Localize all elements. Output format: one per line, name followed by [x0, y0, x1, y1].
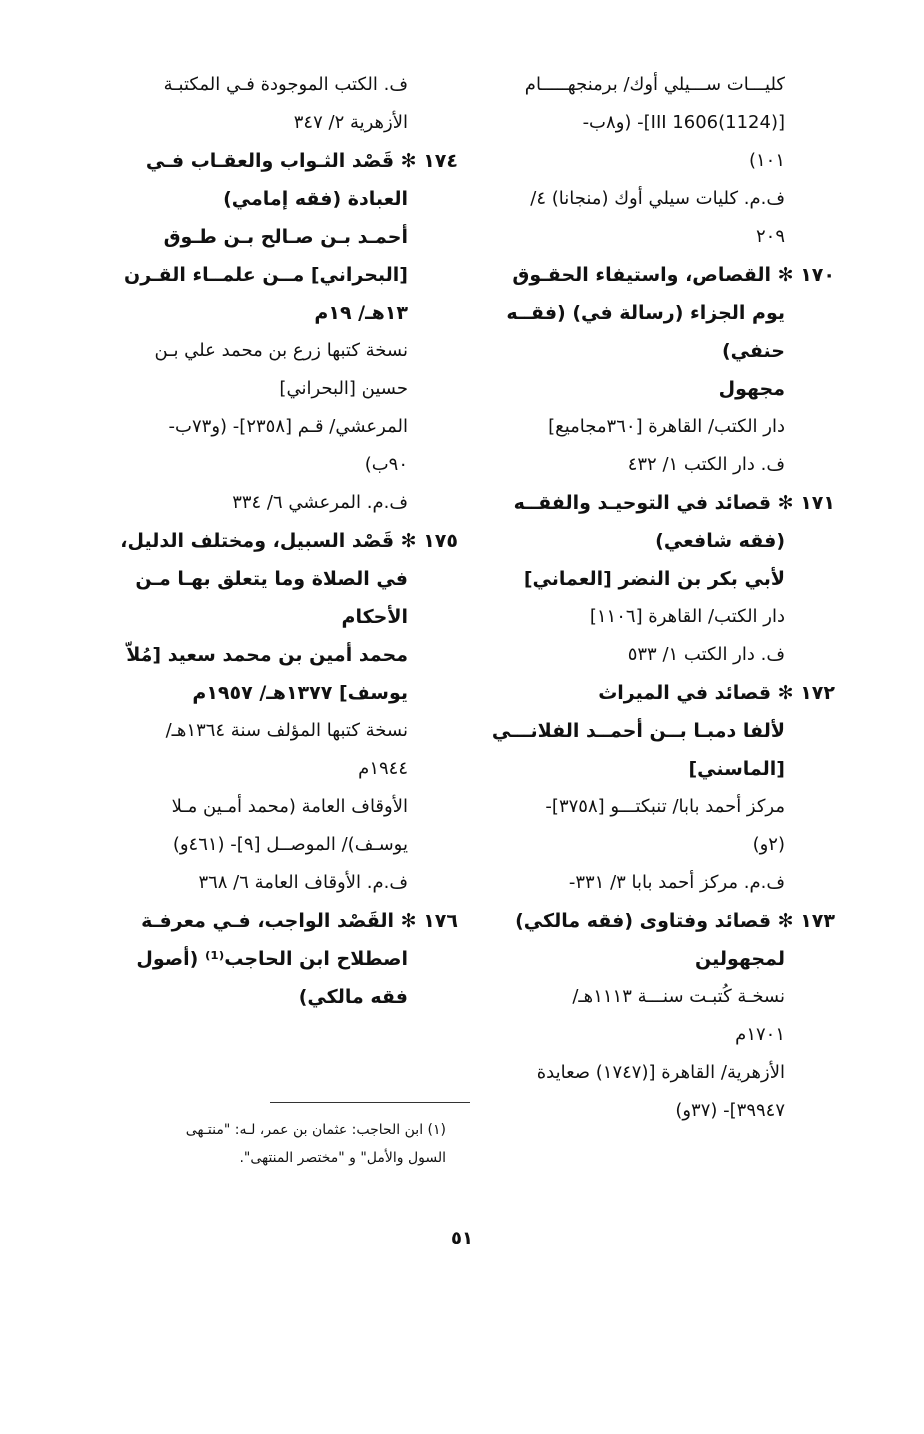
- right-column-line: ف.م. كليات سيلي أوك (منجانا) ٤/: [530, 188, 785, 209]
- right-column-line: ١٧٠ ✻ القصاص، واستيفاء الحقـوق: [512, 264, 835, 286]
- left-column-line: المرعشي/ قـم [٢٣٥٨]- (و٧٣ب-: [168, 416, 408, 437]
- left-column-line: العبادة (فقه إمامي): [223, 188, 408, 210]
- right-column-line: نسخـة كُتبـت سنـــة ١١١٣هـ/: [572, 986, 785, 1007]
- right-column-line: [الماسني]: [688, 758, 785, 780]
- left-column-line: في الصلاة وما يتعلق بهـا مـن: [135, 568, 408, 590]
- right-column-line: مركز أحمد بابا/ تنبكتـــو [٣٧٥٨]-: [545, 796, 785, 817]
- right-column-line: ف.م. مركز أحمد بابا ٣/ ٣٣١-: [568, 872, 785, 893]
- right-column-line: ف. دار الكتب ١/ ٥٣٣: [627, 644, 785, 665]
- left-column-line: ١٧٦ ✻ القَصْد الواجب، فـي معرفـة: [141, 910, 458, 932]
- right-column-line: كليـــات ســـيلي أوك/ برمنجهـــــام: [524, 74, 785, 95]
- left-column-line: ف. الكتب الموجودة فـي المكتبـة: [163, 74, 408, 95]
- right-column-line: ٣٩٩٤٧]- (٣٧و): [675, 1100, 785, 1121]
- footnote: [100, 1116, 446, 1172]
- right-column-line: لمجهولين: [694, 948, 785, 970]
- right-column-line: مجهول: [718, 378, 785, 400]
- right-column: [490, 66, 835, 1130]
- right-column-line: دار الكتب/ القاهرة [١١٠٦]: [589, 606, 785, 627]
- left-column-line: نسخة كتبها زرع بن محمد علي بـن: [154, 340, 408, 361]
- right-column-line: لألفا دمبـا بــن أحمــد الفلانـــي: [491, 720, 785, 742]
- left-column-line: ف.م. المرعشي ٦/ ٣٣٤: [232, 492, 408, 513]
- left-column-line: محمد أمين بن محمد سعيد [مُلاّ: [126, 644, 408, 666]
- footnote-line: (١) ابن الحاجب: عثمان بن عمر، لـه: "منتـهى: [185, 1122, 446, 1138]
- right-column-line: ١٧٣ ✻ قصائد وفتاوى (فقه مالكي): [515, 910, 835, 932]
- right-column-line: ١٠١): [748, 150, 785, 171]
- right-column-line: (فقه شافعي): [655, 530, 785, 552]
- right-column-line: لأبي بكر بن النضر [العماني]: [523, 568, 785, 590]
- left-column-line: يوسف] ١٣٧٧هـ/ ١٩٥٧م: [192, 682, 408, 704]
- left-column-line: ١٧٤ ✻ قَصْد الثـواب والعقـاب فـي: [145, 150, 458, 172]
- left-column-line: أحمـد بـن صـالح بـن طـوق: [163, 226, 408, 248]
- left-column-line: ١٩٤٤م: [358, 758, 408, 779]
- left-column-line: الأوقاف العامة (محمد أمـين مـلا: [171, 796, 408, 817]
- left-column-line: حسين [البحراني]: [279, 378, 408, 399]
- right-column-line: ١٧٢ ✻ قصائد في الميراث: [598, 682, 835, 704]
- right-column-line: ١٧١ ✻ قصائد في التوحيـد والفقــه: [513, 492, 835, 514]
- left-column-line: فقه مالكي): [298, 986, 408, 1008]
- left-column-line: [البحراني] مــن علمــاء القـرن: [123, 264, 408, 286]
- left-column-line: الأزهرية ٢/ ٣٤٧: [293, 112, 408, 133]
- right-column-line: ف. دار الكتب ١/ ٤٣٢: [627, 454, 785, 475]
- left-column-line: ١٣هـ/ ١٩م: [314, 302, 408, 324]
- left-column-line: ف.م. الأوقاف العامة ٦/ ٣٦٨: [198, 872, 408, 893]
- left-column: [100, 66, 458, 1016]
- footnote-separator: [270, 1102, 470, 1103]
- left-column-line: ٩٠ب): [364, 454, 408, 475]
- right-column-line: يوم الجزاء (رسالة في) (فقــه: [506, 302, 785, 324]
- left-column-line: نسخة كتبها المؤلف سنة ١٣٦٤هـ/: [165, 720, 408, 741]
- right-column-line: (٢و): [752, 834, 785, 855]
- right-column-line: دار الكتب/ القاهرة [٣٦٠مجاميع]: [548, 416, 785, 437]
- left-column-line: اصطلاح ابن الحاجب⁽¹⁾ (أصول: [136, 948, 408, 970]
- right-column-line: [III 1606(1124)]- (و٨ب-: [582, 112, 785, 133]
- footnote-line: السول والأمل" و "مختصر المنتهى".: [239, 1150, 446, 1166]
- left-column-line: ١٧٥ ✻ قَصْد السبيل، ومختلف الدليل،: [120, 530, 458, 552]
- right-column-line: ٢٠٩: [755, 226, 785, 247]
- right-column-line: ١٧٠١م: [735, 1024, 785, 1045]
- page-number: ٥١: [451, 1228, 473, 1249]
- left-column-line: الأحكام: [341, 606, 408, 628]
- right-column-line: حنفي): [721, 340, 785, 362]
- right-column-line: الأزهرية/ القاهرة [(١٧٤٧) صعايدة: [536, 1062, 785, 1083]
- left-column-line: يوسـف)/ الموصــل [٩]- (٤٦١و): [172, 834, 408, 855]
